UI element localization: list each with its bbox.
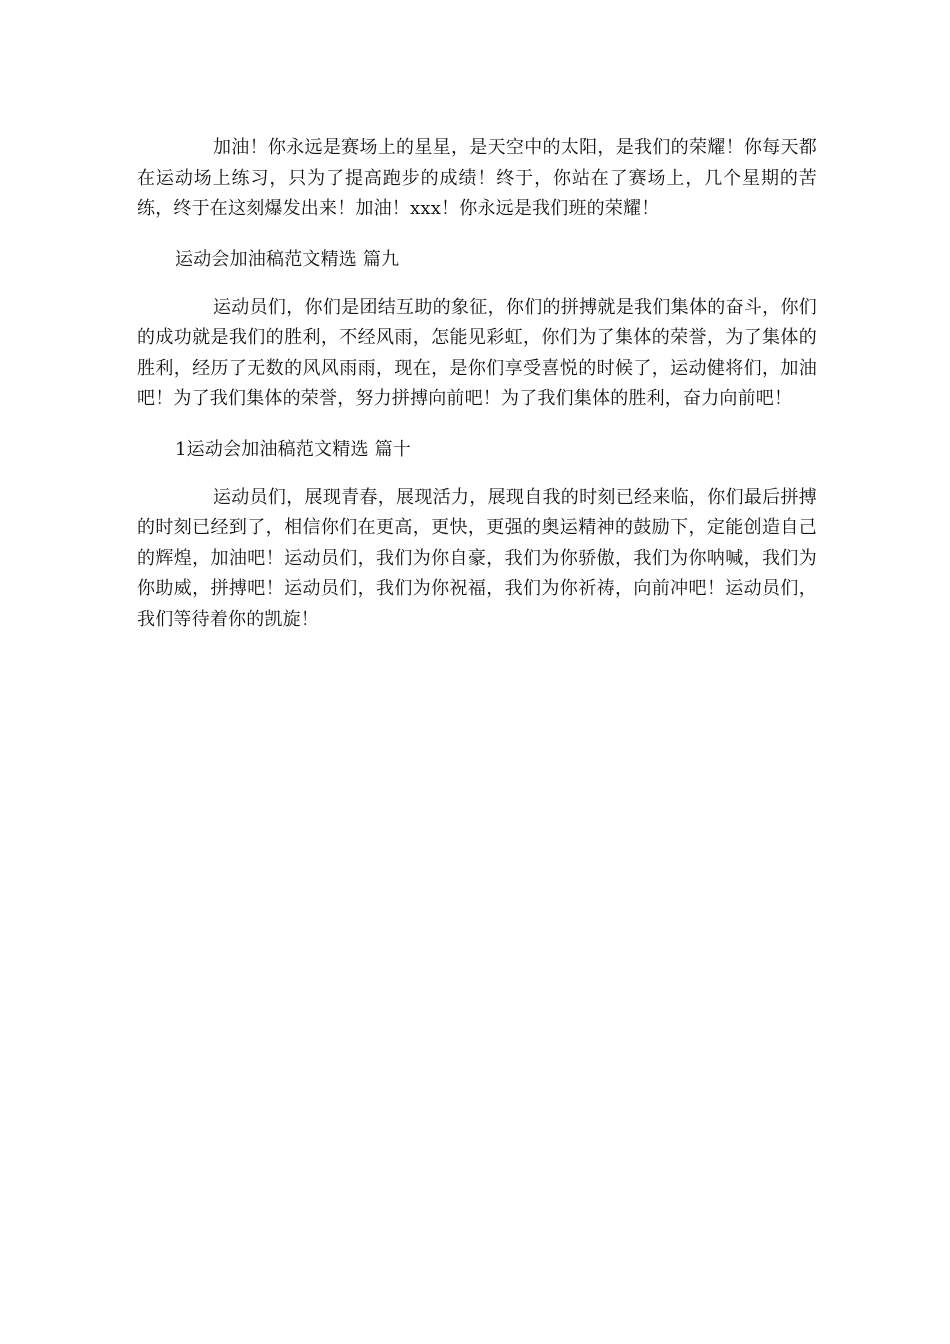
section-heading-nine: 运动会加油稿范文精选 篇九 — [175, 248, 400, 270]
paragraph-team-unity: 运动员们，你们是团结互助的象征，你们的拼搏就是我们集体的奋斗，你们的成功就是我们的胜利，不经风雨，怎能见彩虹，你们为了集体的荣誉，为了集体的胜利，经历了无数的风风雨雨，现在，是你们享受喜悦的时候了，运动健将们，加油吧！为了我们集体的荣誉，努力拼搏向前吧！为了我们集体的胜利，奋力向前吧！ — [137, 296, 817, 409]
section-heading-ten: 1运动会加油稿范文精选 篇十 — [175, 438, 411, 460]
document-body — [137, 133, 817, 635]
spacer — [137, 275, 817, 293]
paragraph-youth-spirit: 运动员们，展现青春，展现活力，展现自我的时刻已经来临，你们最后拼搏的时刻已经到了，相信你们在更高，更快，更强的奥运精神的鼓励下，定能创造自己的辉煌，加油吧！运动员们，我们为你自豪，我们为你骄傲，我们为你呐喊，我们为你助威，拼搏吧！运动员们，我们为你祝福，我们为你祈祷，向前冲吧！运动员们，我们等待着你的凯旋！ — [137, 486, 817, 630]
spacer — [137, 415, 817, 435]
paragraph-cheer-star: 加油！你永远是赛场上的星星，是天空中的太阳，是我们的荣耀！你每天都在运动场上练习，只为了提高跑步的成绩！终于，你站在了赛场上，几个星期的苦练，终于在这刻爆发出来！加油！xxx！你永远是我们班的荣耀！ — [137, 137, 817, 219]
spacer — [137, 465, 817, 483]
spacer — [137, 225, 817, 245]
